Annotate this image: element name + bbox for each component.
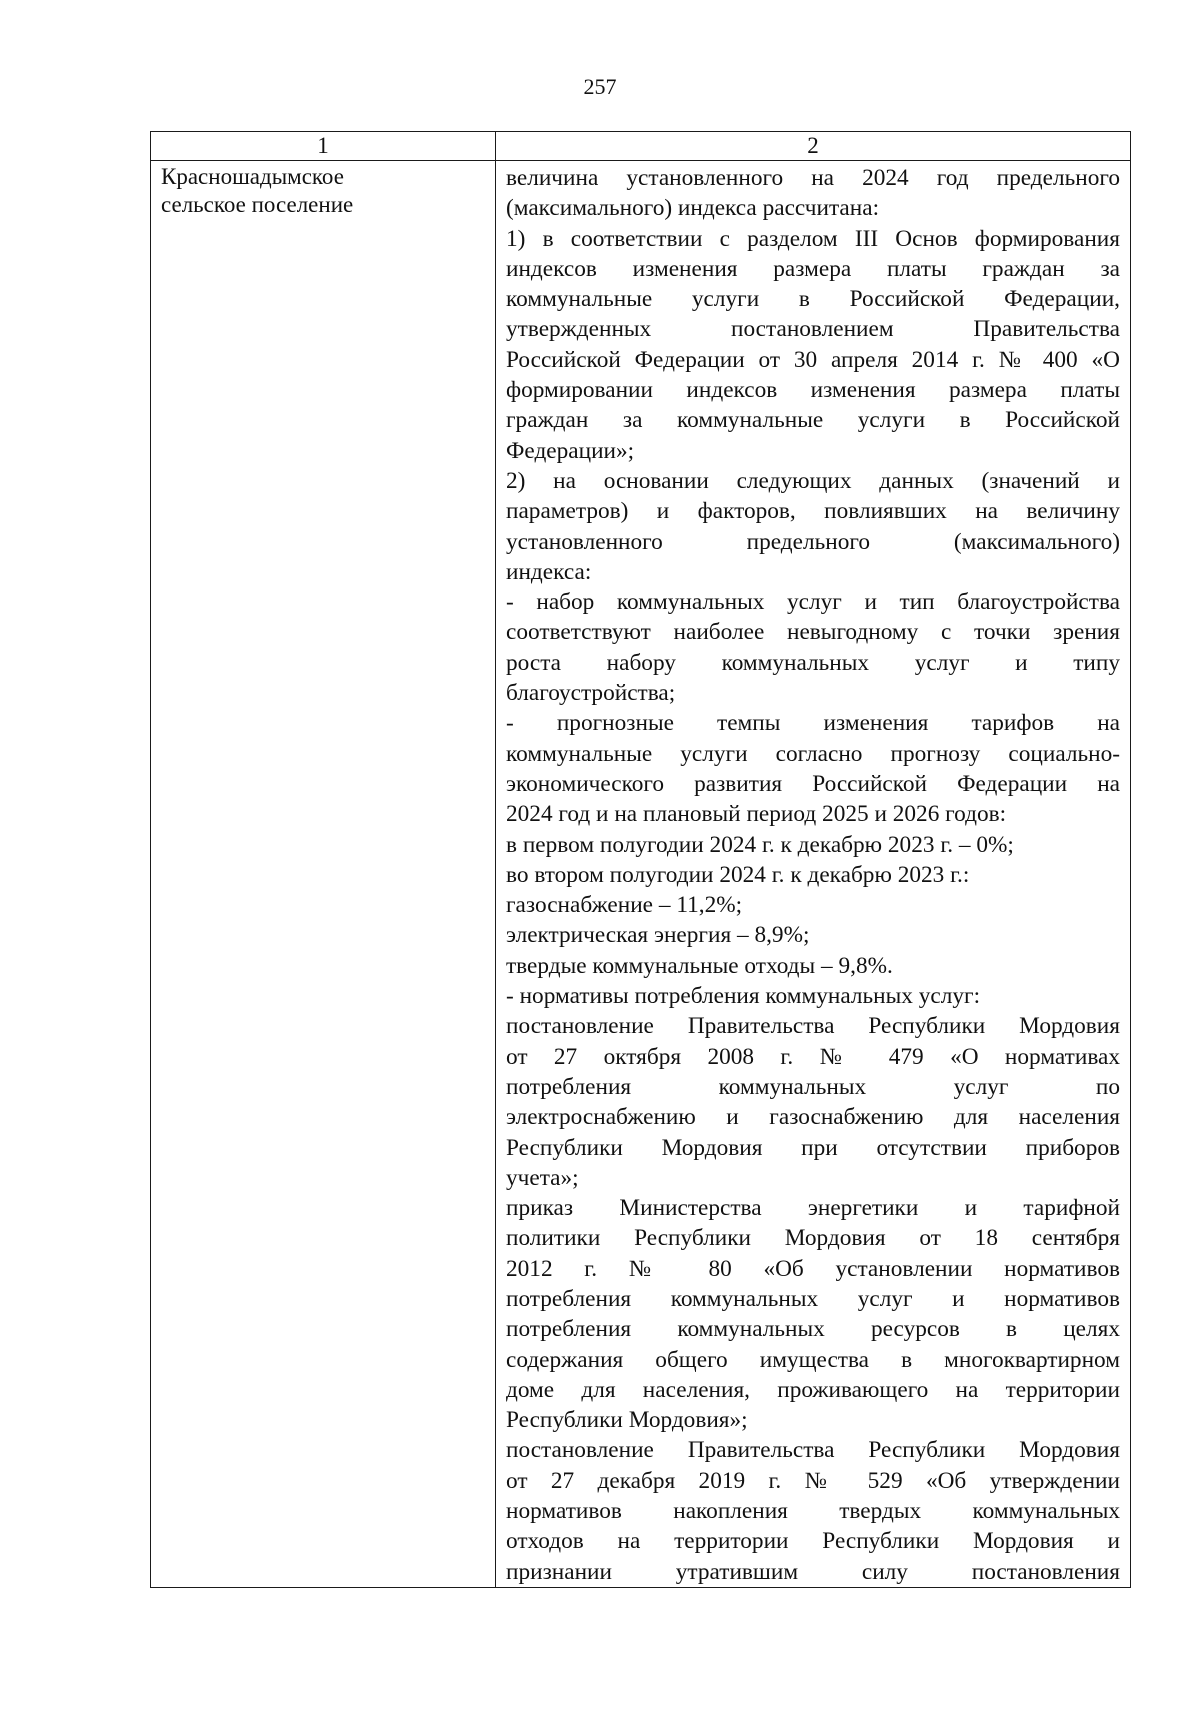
index-description-cell [496,161,1131,1588]
document-table [150,131,1131,1588]
text-line: - набор коммунальных услуг и тип благоустройства [506,589,1120,616]
text-line: Федерации»; [506,437,635,464]
text-line: роста набору коммунальных услуг и типу [506,649,1120,676]
text-line: политики Республики Мордовия от 18 сентября [506,1225,1120,1252]
text-line: индекса: [506,558,592,585]
table-row [151,161,1131,1588]
text-line: потребления коммунальных услуг и нормативов [506,1285,1120,1312]
text-line: экономического развития Российской Федерации на [506,770,1120,797]
text-line: доме для населения, проживающего на территории [506,1376,1120,1403]
settlement-name [161,163,485,220]
text-line: 2012 г. № 80 «Об установлении нормативов [506,1255,1120,1282]
text-line: величина установленного на 2024 год предельного [506,165,1120,191]
text-line: коммунальные услуги в Российской Федерации, [506,286,1120,313]
text-line: отходов на территории Республики Мордовия и [506,1528,1120,1555]
page-number: 257 [583,74,617,99]
text-line: 2024 год и на плановый период 2025 и 2026 годов: [506,801,1007,828]
text-line: газоснабжение – 11,2%; [506,892,743,919]
text-line: (максимального) индекса рассчитана: [506,195,880,222]
text-line: коммунальные услуги согласно прогнозу социально- [506,740,1120,767]
text-line: постановление Правительства Республики Мордовия [506,1437,1120,1464]
text-line: во втором полугодии 2024 г. к декабрю 2023 г.: [506,861,970,888]
text-line: нормативов накопления твердых коммунальных [506,1498,1120,1525]
text-line: электроснабжению и газоснабжению для населения [506,1104,1120,1131]
text-line: Республики Мордовия»; [506,1407,748,1434]
text-line: соответствуют наиболее невыгодному с точки зрения [506,619,1120,646]
settlement-name-cell [151,161,496,1588]
text-line: признании утратившим силу постановления [506,1558,1120,1585]
text-line: установленного предельного (максимального) [506,528,1120,555]
text-line: 2) на основании следующих данных (значений и [506,467,1120,494]
text-line: приказ Министерства энергетики и тарифной [506,1195,1120,1222]
column-header-2: 2 [496,132,1131,161]
table-header-row [151,132,1131,161]
text-line: твердые коммунальные отходы – 9,8%. [506,952,893,979]
text-line: Республики Мордовия при отсутствии приборов [506,1134,1120,1161]
text-line: в первом полугодии 2024 г. к декабрю 2023 г. – 0%; [506,831,1014,858]
text-line: параметров) и факторов, повлиявших на величину [506,498,1120,525]
text-line: постановление Правительства Республики Мордовия [506,1013,1120,1040]
text-line: утвержденных постановлением Правительства [506,316,1120,343]
text-line: учета»; [506,1164,579,1191]
text-line: содержания общего имущества в многоквартирном [506,1346,1120,1373]
text-line: формировании индексов изменения размера платы [506,377,1120,404]
text-line: граждан за коммунальные услуги в Российской [506,407,1120,434]
text-line: - нормативы потребления коммунальных услуг: [506,983,981,1010]
text-line: потребления коммунальных ресурсов в целях [506,1316,1120,1343]
text-line: электрическая энергия – 8,9%; [506,922,810,949]
text-line: - прогнозные темпы изменения тарифов на [506,710,1120,737]
column-header-1: 1 [151,132,496,161]
text-line: потребления коммунальных услуг по [506,1073,1120,1100]
settlement-name-line: Красношадымское [161,164,344,189]
text-line: от 27 октября 2008 г. № 479 «О нормативах [506,1043,1120,1070]
index-description-text [506,163,1120,1587]
settlement-name-line: сельское поселение [161,192,354,218]
text-line: благоустройства; [506,680,676,707]
text-line: от 27 декабря 2019 г. № 529 «Об утверждении [506,1467,1120,1494]
text-line: индексов изменения размера платы граждан за [506,255,1120,282]
text-line: Российской Федерации от 30 апреля 2014 г. № 400 «О [506,346,1120,373]
text-line: 1) в соответствии с разделом III Основ формирования [506,225,1120,252]
